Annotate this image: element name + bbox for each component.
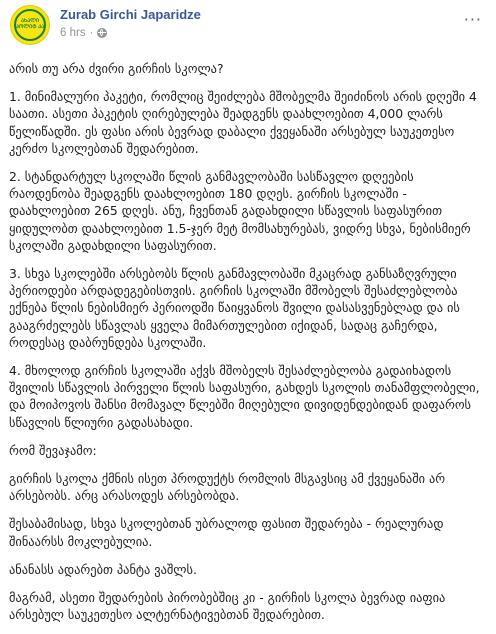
post-paragraph: მაგრამ, ასეთი შედარების პირობებშიც კი - გირჩის სკოლა ბევრად იაფია არსებულ საუკეთესო ალტერნატივებთან შედარებით. [9, 590, 446, 623]
post-paragraph: შესაბამისად, სხვა სკოლებთან უბრალოდ ფასით შედარება - რეალურად შინაარსს მოკლებულია. [9, 516, 444, 549]
post-paragraph: 1. მინიმალური პაკეტი, რომლიც შეიძლება მშობელმა შეიძინოს არის დღეში 4 საათი. ასეთი პაკეტის ღირებულება შეადგენს დაახლოებით 4,000 ლარს წელიწადში. ეს ფასი არის ბევრად დაბალი ქვეყანაში არსებულ საუკეთესო კერძო სკოლებთან შედარებით. [9, 89, 477, 156]
post-paragraph: არის თუ არა ძვირი გირჩის სკოლა? [9, 61, 224, 76]
post-paragraph: რომ შევაჯამო: [9, 442, 97, 458]
post-paragraph: 4. მხოლოდ გირჩის სკოლაში აქვს მშობელს შესაძლებლობა გადაიხადოს შვილის სწავლის პირველი წლის საფასური, გახდეს სკოლის თანამფლობელი, და მოიპოვოს შანსი მომავალ წლებში მიღებული დივიდენდებიდან დაფაროს სწავლის წლიური გადასახადი. [9, 363, 480, 430]
meta-separator: · [89, 27, 94, 39]
more-options-icon[interactable]: ··· [463, 10, 482, 29]
post-paragraph: 2. სტანდარტულ სკოლაში წლის განმავლობაში სასწავლო დღეების რაოდენობა შეადგენს დაახლოებით 180 დღეს. გირჩის სკოლაში - დაახლოებით 265 დღეს. ანუ, ჩვენთან გადახდილი სწავლის საფასურით ყიდულობთ დაახლოებით 1.5-ჯერ მეტ მომსახურებას, ვიდრე სხვა, ნებისმიერ სკოლაში გადახდილი საფასურით. [9, 169, 471, 253]
post-header [0, 0, 496, 50]
post-paragraph: 3. სხვა სკოლებში არსებობს წლის განმავლობაში მკაცრად განსაზღვრული პერიოდები არდადეგებისთვის. გირჩის სკოლაში მშობელს შესაძლებლობა ექნება წლის ნებისმიერ პერიოდში წაიყვანოს შვილი დასასვენებლად და ის გააგრძელებს სწავლას ყველა მიმართულებით იქიდან, სადაც გაჩერდა, როდესაც დაბრუნდება სკოლაში. [9, 266, 460, 350]
post-timestamp[interactable]: 6 hrs [60, 27, 86, 39]
globe-icon[interactable] [97, 28, 107, 38]
author-name-link[interactable]: Zurab Girchi Japaridze [60, 7, 201, 22]
logo-text: ᲐᲮᲐᲚᲘ ᲞᲝᲚᲘᲢ ᲙᲐ [15, 18, 45, 30]
post-body [9, 60, 487, 634]
avatar[interactable] [10, 5, 50, 45]
post-paragraph: ანანასს ადარებთ პანტა ვაშლს. [9, 561, 197, 577]
post-paragraph: გირჩის სკოლა ქმნის ისეთ პროდუქტს რომლის მსგავსიც ამ ქვეყანაში არ არსებობს. არც არასოდეს არსებობდა. [9, 471, 446, 504]
post-meta [60, 27, 107, 39]
